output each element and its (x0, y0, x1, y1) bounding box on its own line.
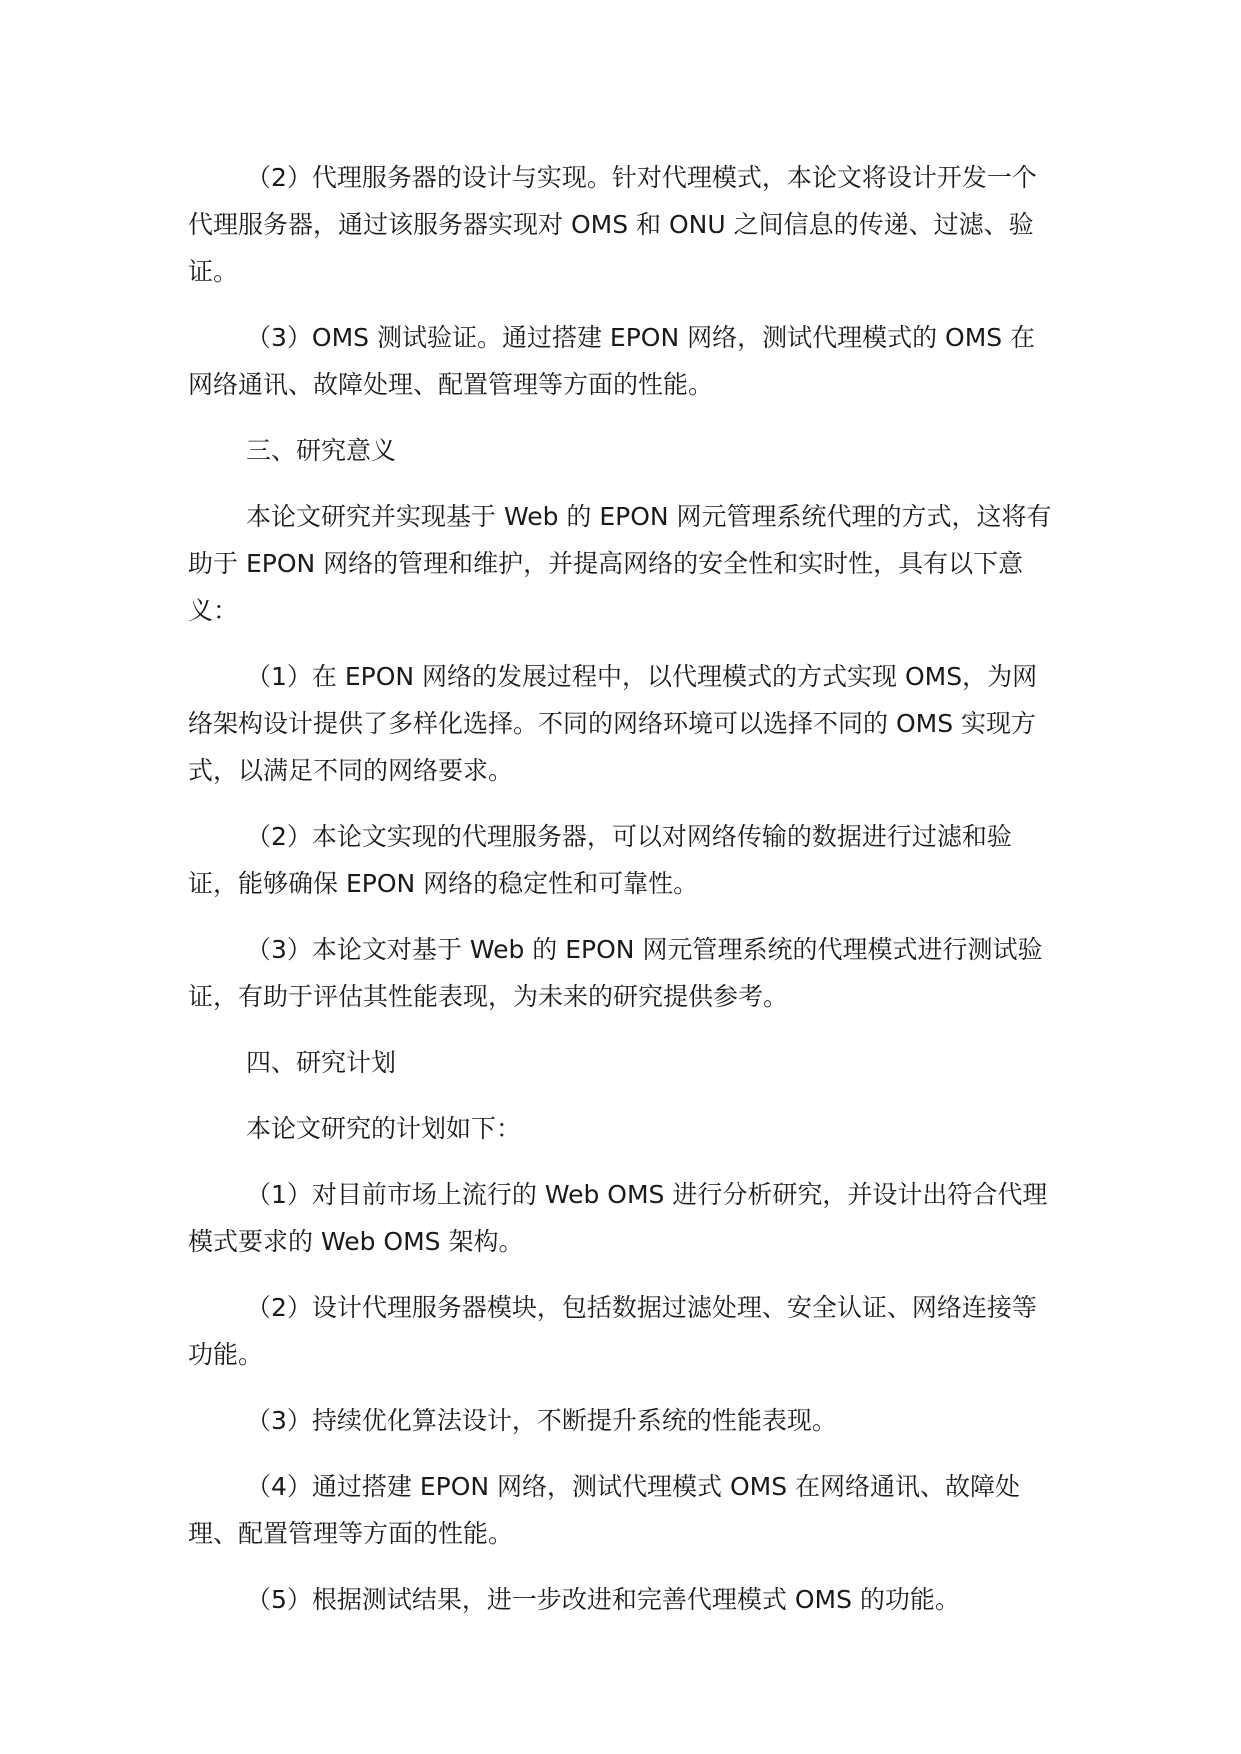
paragraph-plan-4: （4）通过搭建 EPON 网络，测试代理模式 OMS 在网络通讯、故障处理、配置管理等方面的性能。 (188, 1472, 1021, 1548)
paragraph-significance-intro: 本论文研究并实现基于 Web 的 EPON 网元管理系统代理的方式，这将有助于 EPON 网络的管理和维护，并提高网络的安全性和实时性，具有以下意义： (188, 502, 1052, 625)
paragraph-plan-2: （2）设计代理服务器模块，包括数据过滤处理、安全认证、网络连接等功能。 (188, 1293, 1037, 1369)
paragraph-oms-test: （3）OMS 测试验证。通过搭建 EPON 网络，测试代理模式的 OMS 在网络通讯、故障处理、配置管理等方面的性能。 (188, 323, 1036, 399)
paragraph-significance-1: （1）在 EPON 网络的发展过程中，以代理模式的方式实现 OMS，为网络架构设计提供了多样化选择。不同的网络环境可以选择不同的 OMS 实现方式，以满足不同的网络要求。 (188, 662, 1038, 785)
heading-research-significance: 三、研究意义 (246, 436, 397, 465)
paragraph-plan-1: （1）对目前市场上流行的 Web OMS 进行分析研究，并设计出符合代理模式要求的 Web OMS 架构。 (188, 1180, 1048, 1256)
document-body (188, 154, 1060, 1642)
paragraph-significance-2: （2）本论文实现的代理服务器，可以对网络传输的数据进行过滤和验证，能够确保 EPON 网络的稳定性和可靠性。 (188, 822, 1012, 898)
paragraph-significance-3: （3）本论文对基于 Web 的 EPON 网元管理系统的代理模式进行测试验证，有助于评估其性能表现，为未来的研究提供参考。 (188, 935, 1043, 1011)
paragraph-plan-3: （3）持续优化算法设计，不断提升系统的性能表现。 (246, 1406, 837, 1435)
paragraph-plan-5: （5）根据测试结果，进一步改进和完善代理模式 OMS 的功能。 (246, 1585, 960, 1614)
heading-research-plan: 四、研究计划 (246, 1048, 397, 1077)
paragraph-proxy-server-design: （2）代理服务器的设计与实现。针对代理模式，本论文将设计开发一个代理服务器，通过该服务器实现对 OMS 和 ONU 之间信息的传递、过滤、验证。 (188, 163, 1037, 286)
paragraph-plan-intro: 本论文研究的计划如下： (246, 1114, 522, 1143)
